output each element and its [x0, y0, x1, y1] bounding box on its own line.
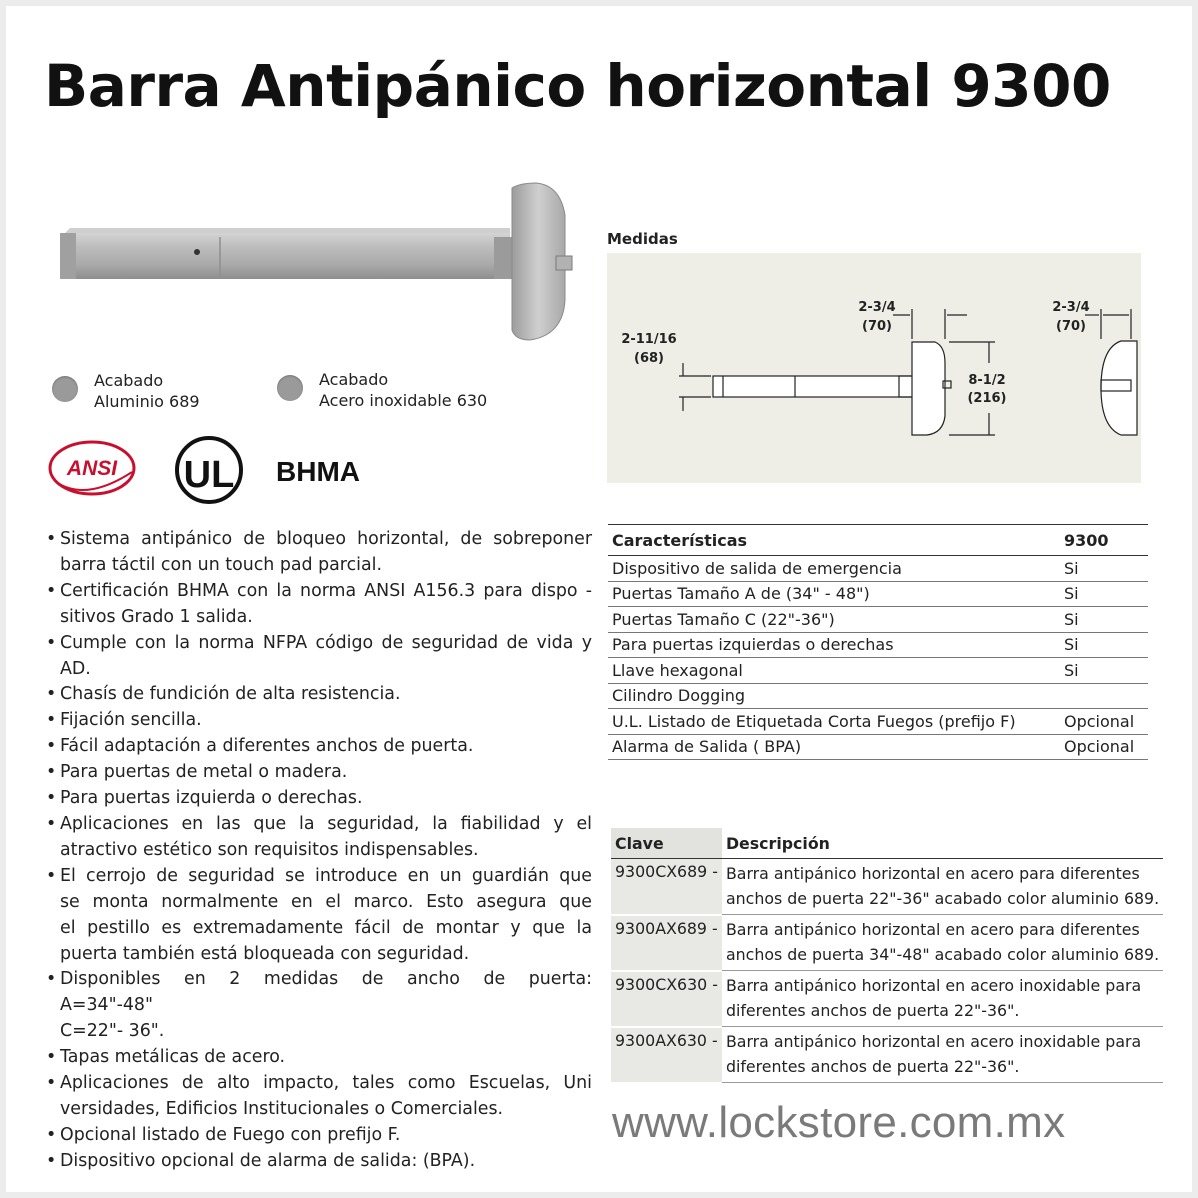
list-item — [46, 682, 592, 708]
list-item — [46, 838, 592, 864]
finish-label: Acabado — [319, 370, 389, 389]
list-item — [46, 1019, 592, 1045]
feature-value: Si — [1060, 632, 1148, 658]
list-item — [46, 916, 592, 942]
model-description — [722, 915, 1163, 971]
page-title: Barra Antipánico horizontal 9300 — [44, 52, 1111, 120]
bullet-indent — [46, 942, 60, 968]
description-line: Barra antipánico horizontal en acero inoxidable para — [725, 976, 1142, 995]
bullet-indent — [46, 1097, 60, 1123]
finish-stainless — [277, 369, 487, 411]
table-row — [608, 734, 1148, 760]
ul-text: UL — [183, 454, 235, 496]
table-row — [608, 556, 1148, 582]
model-description — [722, 971, 1163, 1027]
bullet-text: Cumple con la norma NFPA código de seguridad de vida y AD. — [60, 632, 592, 679]
list-item — [46, 579, 592, 605]
models-table — [611, 828, 1163, 1084]
description-line: diferentes anchos de puerta 22"-36". — [725, 1056, 1020, 1076]
bullet-text: Sistema antipánico de bloqueo horizontal, de sobreponer — [60, 529, 592, 549]
bullet-text: Aplicaciones en las que la seguridad, la fiabilidad y el — [60, 813, 592, 834]
dim-side-in: 2-3/4 — [1052, 300, 1090, 315]
list-item — [46, 1071, 592, 1097]
list-item — [46, 631, 592, 683]
bullet-indent — [46, 553, 60, 579]
list-item — [46, 708, 592, 734]
bullet-indent — [46, 916, 60, 942]
finish-label: Acabado — [94, 371, 164, 390]
list-item — [46, 605, 592, 631]
table-row — [611, 1027, 1163, 1083]
table-row — [608, 632, 1148, 658]
table-row — [608, 709, 1148, 735]
bullet-indent — [46, 1019, 60, 1045]
bullet-dot: • — [46, 865, 57, 886]
table-header-row — [608, 525, 1148, 556]
bullet-dot: • — [46, 1150, 57, 1171]
bullet-text: Chasís de fundición de alta resistencia. — [60, 684, 401, 705]
table-row — [611, 859, 1163, 915]
description-line: Barra antipánico horizontal en acero para diferentes — [725, 920, 1140, 939]
feature-value: Opcional — [1060, 734, 1148, 760]
dim-depth-in: 2-3/4 — [858, 300, 896, 315]
model-code: 9300CX689 - — [611, 859, 722, 915]
table-row — [608, 658, 1148, 684]
bullet-dot: • — [46, 1124, 57, 1145]
bullet-text: Opcional listado de Fuego con prefijo F. — [60, 1124, 401, 1145]
table-row — [611, 971, 1163, 1027]
header-model: 9300 — [1060, 525, 1148, 556]
feature-value: Si — [1060, 581, 1148, 607]
bullet-dot: • — [46, 710, 57, 731]
model-code: 9300CX630 - — [611, 971, 722, 1027]
bullet-text: Aplicaciones de alto impacto, tales como Escuelas, Uni — [60, 1073, 592, 1094]
dimensions-diagram — [607, 253, 1141, 483]
bullet-indent — [46, 605, 60, 631]
feature-value: Si — [1060, 607, 1148, 633]
finish-aluminum — [52, 370, 200, 412]
bullet-text: Disponibles en 2 medidas de ancho de puerta: — [60, 969, 592, 990]
table-row — [611, 915, 1163, 971]
bullet-text: A=34"-48" — [60, 995, 153, 1016]
bullet-text: Para puertas de metal o madera. — [60, 762, 348, 783]
model-code: 9300AX689 - — [611, 915, 722, 971]
bullet-text: barra táctil con un touch pad parcial. — [60, 554, 382, 575]
bullet-dot: • — [46, 788, 57, 809]
description-line: Barra antipánico horizontal en acero para diferentes — [725, 864, 1140, 883]
feature-value: Si — [1060, 556, 1148, 582]
list-item — [46, 786, 592, 812]
bullet-text: Tapas metálicas de acero. — [60, 1047, 286, 1068]
finish-swatch-aluminum — [52, 376, 78, 402]
dim-depth-mm: (70) — [862, 319, 892, 334]
ansi-text: ANSI — [66, 457, 118, 480]
bullet-text: Fijación sencilla. — [60, 710, 202, 731]
table-row — [608, 607, 1148, 633]
list-item — [46, 760, 592, 786]
description-line: anchos de puerta 22"-36" acabado color aluminio 689. — [725, 888, 1160, 908]
bullet-dot: • — [46, 736, 57, 757]
ansi-logo — [50, 442, 134, 494]
list-item — [46, 734, 592, 760]
bullet-text: Para puertas izquierda o derechas. — [60, 788, 363, 809]
bullet-dot: • — [46, 1073, 57, 1094]
dim-height-in: 8-1/2 — [968, 373, 1006, 388]
bullet-dot: • — [46, 969, 57, 990]
bullet-text: sitivos Grado 1 salida. — [60, 606, 253, 627]
feature-name: Puertas Tamaño C (22"-36") — [608, 607, 1060, 633]
feature-name: Para puertas izquierdas o derechas — [608, 632, 1060, 658]
list-item — [46, 812, 592, 838]
feature-name: U.L. Listado de Etiquetada Corta Fuegos (prefijo F) — [608, 709, 1060, 735]
certification-logos — [46, 432, 376, 512]
bullet-dot: • — [46, 762, 57, 783]
header-code: Clave — [611, 828, 722, 859]
list-item — [46, 1149, 592, 1175]
website-url[interactable]: www.lockstore.com.mx — [612, 1098, 1066, 1147]
bullet-text: El cerrojo de seguridad se introduce en un guardián que — [60, 865, 592, 886]
model-description — [722, 1027, 1163, 1083]
features-table — [608, 524, 1148, 760]
finish-swatch-stainless — [277, 375, 303, 401]
feature-name: Puertas Tamaño A de (34" - 48") — [608, 581, 1060, 607]
bullet-dot: • — [46, 1047, 57, 1068]
description-line: diferentes anchos de puerta 22"-36". — [725, 1000, 1020, 1020]
bullet-dot: • — [46, 684, 57, 705]
table-header-row — [611, 828, 1163, 859]
description-line: Barra antipánico horizontal en acero inoxidable para — [725, 1032, 1142, 1051]
feature-name: Llave hexagonal — [608, 658, 1060, 684]
list-item — [46, 864, 592, 890]
table-row — [608, 581, 1148, 607]
panic-bar-photo — [60, 180, 580, 345]
feature-bullet-list — [46, 527, 592, 1175]
list-item — [46, 1045, 592, 1071]
bullet-text: Dispositivo opcional de alarma de salida: (BPA). — [60, 1150, 476, 1171]
dim-bar-in: 2-11/16 — [621, 332, 677, 347]
bullet-text: atractivo estético son requisitos indispensables. — [60, 839, 479, 860]
dim-bar-mm: (68) — [634, 351, 664, 366]
feature-name: Alarma de Salida ( BPA) — [608, 734, 1060, 760]
bullet-dot: • — [46, 632, 57, 653]
list-item — [46, 553, 592, 579]
model-description — [722, 859, 1163, 915]
bullet-text: se monta normalmente en el marco. Esto asegura que — [60, 891, 592, 912]
feature-name: Dispositivo de salida de emergencia — [608, 556, 1060, 582]
bullet-dot: • — [46, 813, 57, 834]
bullet-text: Fácil adaptación a diferentes anchos de puerta. — [60, 736, 474, 757]
bullet-text: Certificación BHMA con la norma ANSI A156.3 para dispo - — [60, 580, 592, 601]
bullet-indent — [46, 993, 60, 1019]
header-description: Descripción — [722, 828, 1163, 859]
list-item — [46, 1097, 592, 1123]
finish-name: Aluminio 689 — [94, 392, 200, 411]
list-item — [46, 993, 592, 1019]
bullet-text: C=22"- 36". — [60, 1021, 165, 1042]
feature-value — [1060, 683, 1148, 709]
bullet-text: versidades, Edificios Institucionales o Comerciales. — [60, 1098, 504, 1119]
bullet-text: puerta también está bloqueada con seguridad. — [60, 943, 470, 964]
bullet-text: el pestillo es extremadamente fácil de montar y que la — [60, 917, 592, 938]
ul-logo — [177, 438, 241, 502]
header-features: Características — [608, 525, 1060, 556]
list-item — [46, 967, 592, 993]
finish-name: Acero inoxidable 630 — [319, 391, 488, 410]
bhma-logo: BHMA — [276, 456, 360, 487]
dim-height-mm: (216) — [967, 391, 1007, 406]
list-item — [46, 1123, 592, 1149]
table-row — [608, 683, 1148, 709]
feature-name: Cilindro Dogging — [608, 683, 1060, 709]
bullet-dot: • — [46, 580, 57, 601]
model-code: 9300AX630 - — [611, 1027, 722, 1083]
dim-side-mm: (70) — [1056, 319, 1086, 334]
list-item — [46, 890, 592, 916]
bullet-dot: • — [46, 529, 57, 549]
list-item — [46, 527, 592, 553]
feature-value: Si — [1060, 658, 1148, 684]
list-item — [46, 942, 592, 968]
bullet-indent — [46, 838, 60, 864]
feature-value: Opcional — [1060, 709, 1148, 735]
dimensions-drawing — [607, 253, 1141, 483]
description-line: anchos de puerta 34"-48" acabado color aluminio 689. — [725, 944, 1160, 964]
dimensions-label: Medidas — [607, 230, 678, 248]
bullet-indent — [46, 890, 60, 916]
